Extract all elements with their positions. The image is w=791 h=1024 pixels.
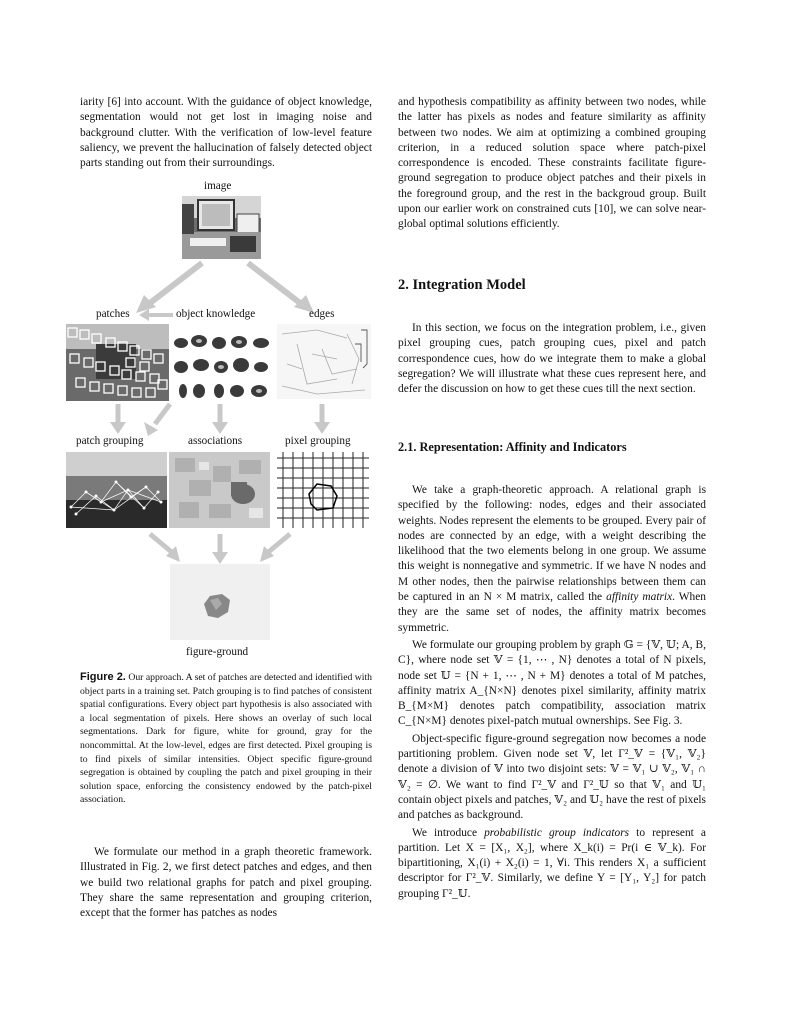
left-bottom-paragraph [80, 845, 372, 921]
patches-overlay [66, 324, 169, 401]
left-top-paragraph [80, 95, 372, 171]
section-paragraph [398, 321, 706, 397]
arrows-to-figure-ground [140, 530, 310, 564]
paragraph-partitioning: Object-specific figure-ground segregation now becomes a node partitioning problem. Given node set 𝕍, let Γ²_𝕍 = {𝕍₁, 𝕍₂} denote a division of 𝕍 into two disjoint sets: 𝕍 = 𝕍₁ ∪ 𝕍₂, 𝕍₁ ∩ 𝕍₂ = ∅. We want to find Γ²_𝕍 and Γ²_𝕌 so that 𝕍₁ and 𝕌₁ contain object pixels and patches, 𝕍₂ and 𝕌₂ have the rest of pixels and patches as background. [398, 732, 706, 822]
label-object-knowledge: object knowledge [176, 308, 256, 320]
representation-paragraphs [398, 483, 706, 902]
patches-image [66, 324, 169, 401]
paragraph-text: We formulate our method in a graph theoretic framework. Illustrated in Fig. 2, we first detect patches and edges, and then we build two relational graphs for patch and pixel grouping. They share the same representation and grouping criterion, except that the former has patches as nodes [80, 846, 372, 920]
term-affinity-matrix: affinity matrix [606, 591, 673, 604]
paragraph-affinity [398, 483, 706, 636]
pixel-grouping-image [277, 452, 369, 528]
patch-grouping-image [66, 452, 167, 528]
paragraph-text: iarity [6] into account. With the guidance of object knowledge, segmentation would not get lost in imaging noise and background clutter. With the verification of low-level feature saliency, we prevent the hallucination of falsely detected object parts standing out from their surroundings. [80, 96, 372, 170]
arrow-knowledge-to-patches [137, 309, 177, 321]
input-image [182, 196, 261, 259]
text-span: . When they are the same set of nodes, the affinity matrix becomes symmetric. [398, 591, 707, 634]
section-heading: 2. Integration Model [398, 277, 526, 293]
edge-map [277, 324, 371, 399]
term-group-indicators: probabilistic group indicators [484, 826, 630, 839]
figure-ground-image [170, 564, 270, 640]
arrows-to-grouping [100, 402, 340, 436]
patch-grouping-graph [66, 452, 167, 528]
label-associations: associations [188, 435, 243, 447]
label-image: image [204, 180, 232, 192]
text-span: We introduce [412, 826, 485, 839]
right-intro-paragraph [398, 95, 706, 233]
association-overlay [169, 452, 270, 528]
object-knowledge-image [173, 331, 273, 403]
subsection-heading: 2.1. Representation: Affinity and Indicators [398, 440, 627, 454]
paragraph-text: In this section, we focus on the integration problem, i.e., given pixel grouping cues, patch grouping cues, pixel and patch correspondence cues, how do we integrate them to make a global segregation? We will illustrate what these cues represent here, and defer the discussion on how to get these cues till the next section. [398, 322, 706, 396]
caption-text: Our approach. A set of patches are detected and identified with object parts in a training set. Patch grouping is to find patches of consistent spatial configurations. Every object part hypothesis is also associated with a local segmentation of pixels. Here shows an overlay of such local segmentations. Dark for figure, white for ground, gray for the noncommittal. At the low-level, edges are first detected. Pixel grouping is to find pixels of similar intensities. Object specific figure-ground segregation is obtained by coupling the patch and pixel grouping in their solution space, enforcing the consistency endowed by the patch-pixel association. [80, 672, 373, 806]
associations-image [169, 452, 270, 528]
label-edges: edges [309, 308, 335, 320]
figure-caption [80, 671, 372, 807]
paragraph-graph-formulation: We formulate our grouping problem by graph 𝔾 = {𝕍, 𝕌; A, B, C}, where node set 𝕍 = {1, ⋯ , N} denotes a total of N pixels, node set 𝕌 = {N + 1, ⋯ , N + M} denotes a total of M patches, affinity matrix A_{N×N} denotes pixel similarity, affinity matrix B_{M×M} denotes patch compatibility, association matrix C_{N×M} denotes pixel-patch mutual ownerships. See Fig. 3. [398, 638, 706, 728]
label-patch-grouping: patch grouping [76, 435, 144, 447]
caption-label: Figure 2. [80, 671, 126, 683]
computer-scene-image [182, 196, 261, 259]
pixel-grid-graph [277, 452, 369, 528]
arrows-from-image [110, 255, 340, 315]
paragraph-text: and hypothesis compatibility as affinity between two nodes, while the latter has pixels as nodes and feature similarity as affinity between two nodes. We aim at optimizing a combined grouping criterion, in a reduced solution space where patch-pixel correspondence is encoded. These constraints facilitate figure-ground segregation to produce object patches and their pixels in the foreground group, and the rest in the backgroud group. Built upon our earlier work on constrained cuts [10], we can solve near-global optimal solutions efficiently. [398, 96, 706, 231]
object-parts-thumbnails [173, 331, 273, 403]
paragraph-indicators [398, 826, 706, 902]
label-patches: patches [96, 308, 130, 320]
segmented-object [170, 564, 270, 640]
label-figure-ground: figure-ground [186, 646, 249, 658]
label-pixel-grouping: pixel grouping [285, 435, 351, 447]
edges-image [277, 324, 371, 399]
text-span: We take a graph-theoretic approach. A relational graph is specified by the following: nodes, edges and their associated weights. Nodes represent the elements to be grouped. Every pair of nodes are connected by an edge, with a weight describing the likelihood that the two elements belong in one group. We assume this weight is nonnegative and symmetric. If we have N nodes and M other nodes, then the pairwise relationships between them can be captured in an N × M matrix, called the [398, 484, 706, 604]
text-span: to represent a partition. Let X = [X₁, X₂], where X_k(i) = Pr(i ∈ 𝕍_k). For bipartitioning, X₁(i) + X₂(i) = 1, ∀i. This renders X₁ a sufficient descriptor for Γ²_𝕍. Similarly, we define Y = [Y₁, Y₂] for patch grouping Γ²_𝕌. [398, 826, 706, 900]
